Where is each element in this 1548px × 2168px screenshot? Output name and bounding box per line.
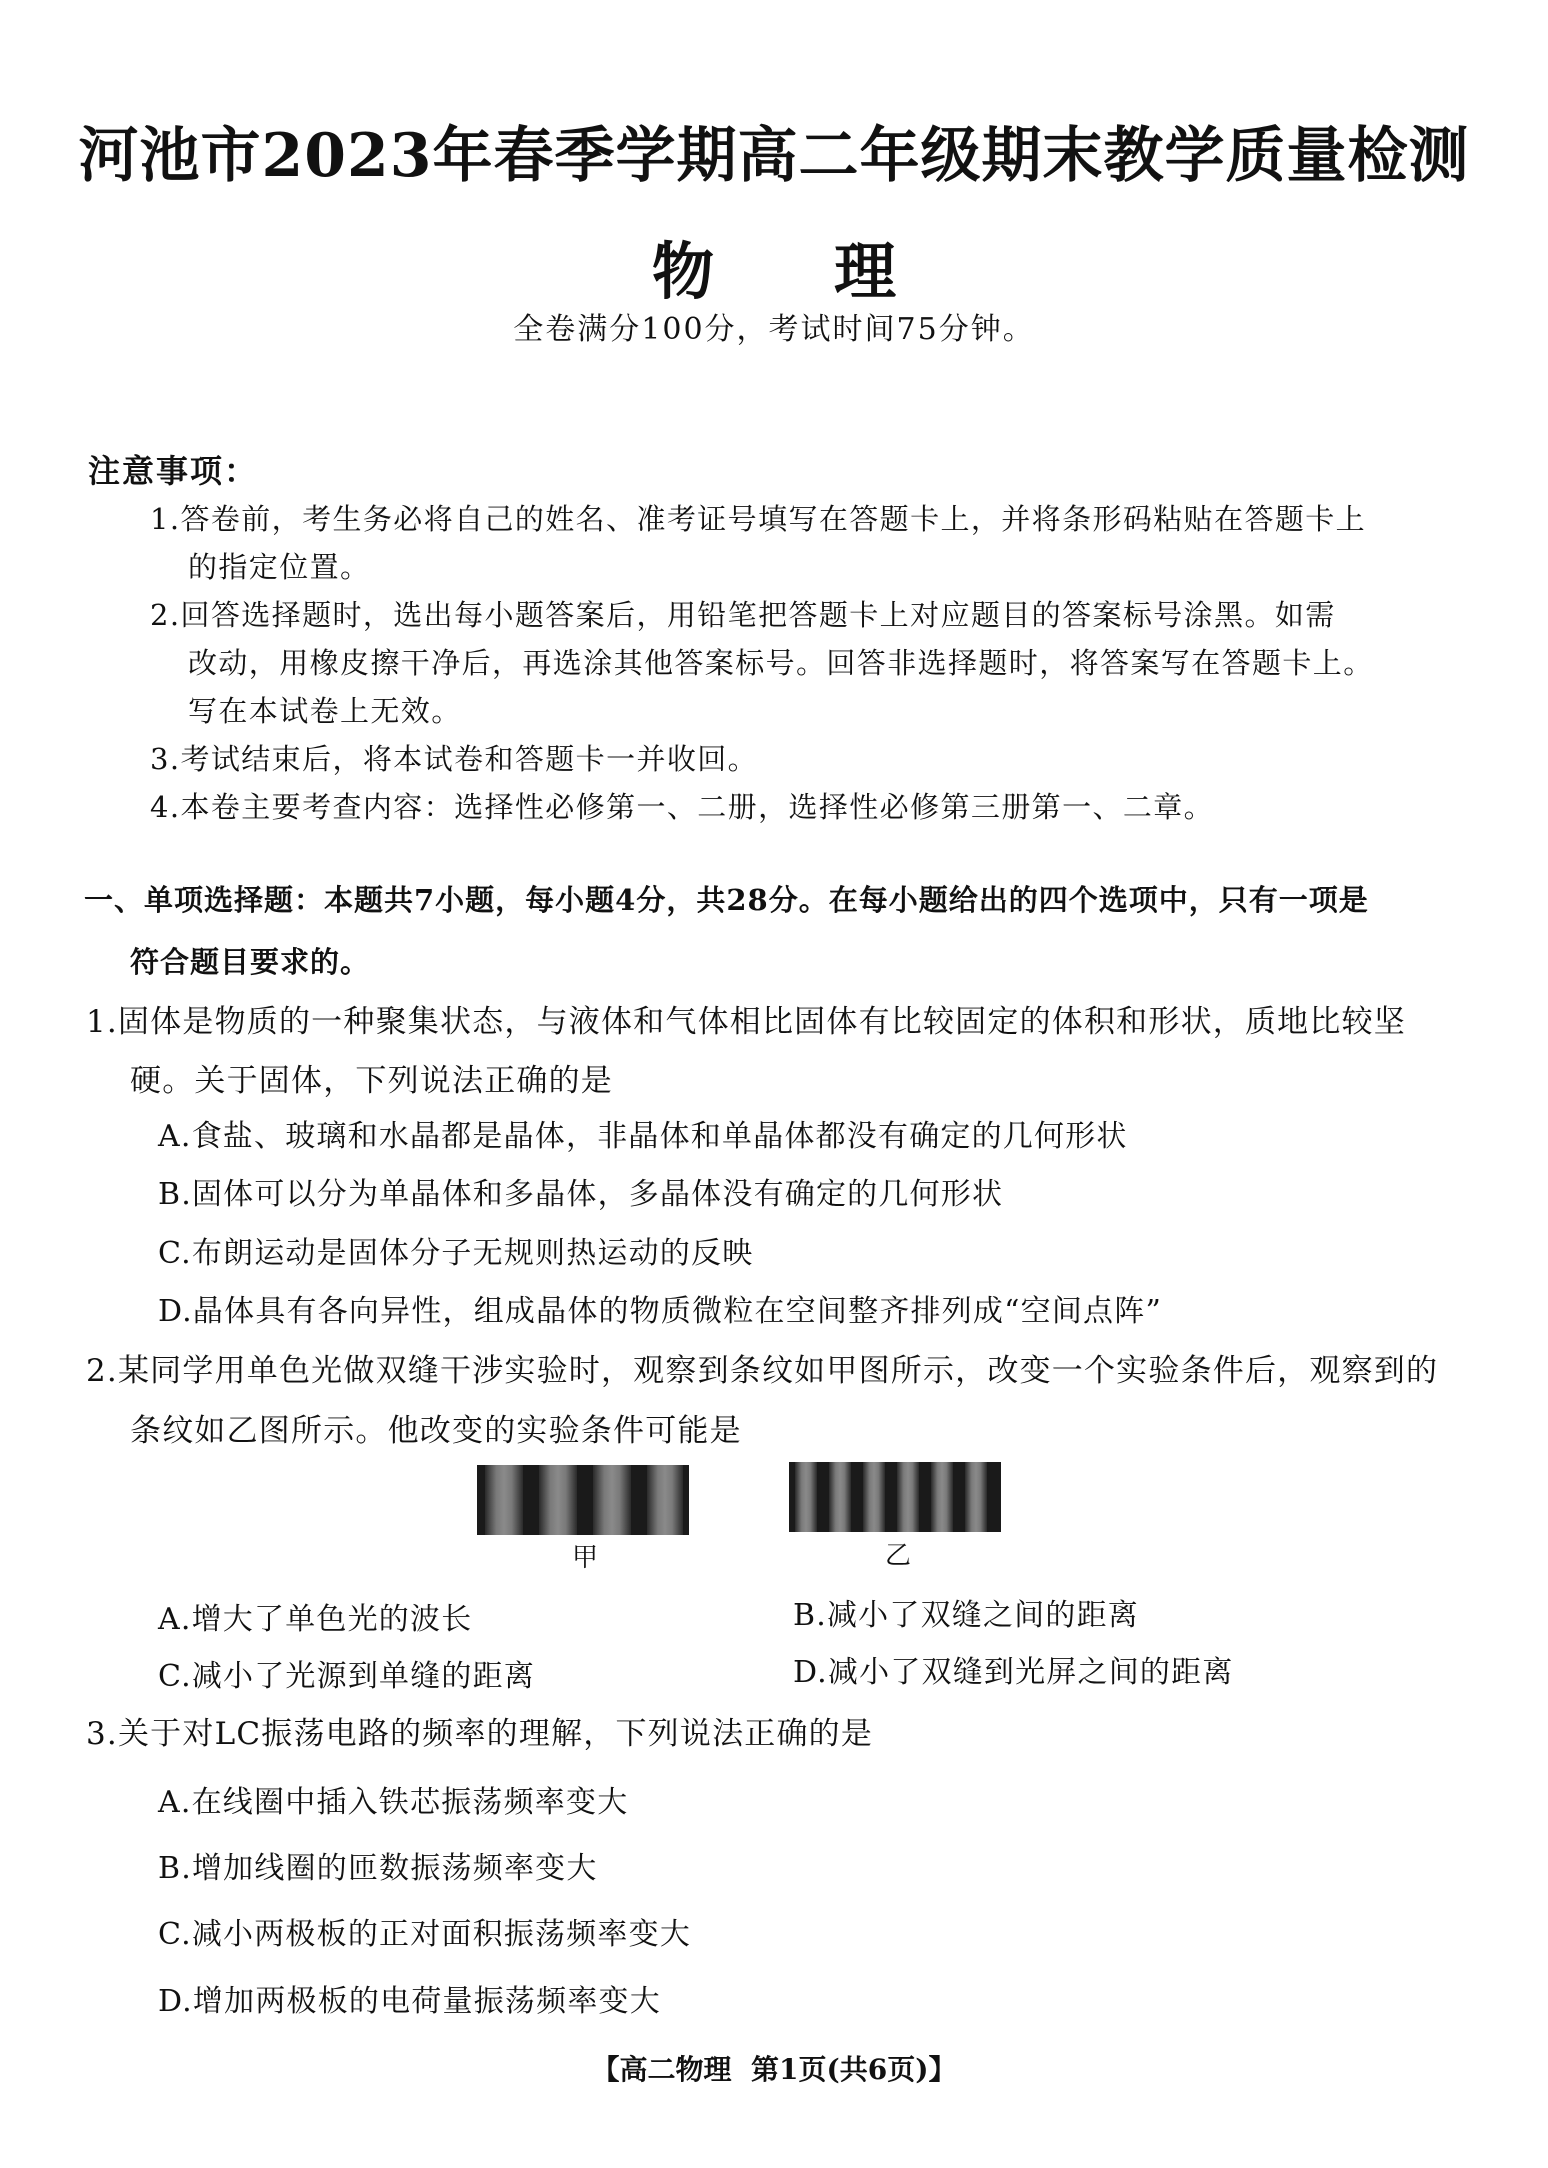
footer-page-number: 第1页(共6页)】: [751, 2053, 957, 2086]
fringe-pattern-jia: [477, 1465, 689, 1535]
question-3-option-d: D.增加两极板的电荷量振荡频率变大: [158, 1984, 661, 2019]
fringe-pattern-yi: [789, 1462, 1001, 1532]
notice-item: 写在本试卷上无效。: [188, 694, 462, 728]
notice-item: 1.答卷前，考生务必将自己的姓名、准考证号填写在答题卡上，并将条形码粘贴在答题卡上: [150, 502, 1367, 536]
notice-item: 2.回答选择题时，选出每小题答案后，用铅笔把答题卡上对应题目的答案标号涂黑。如需: [150, 598, 1336, 632]
question-2-option-a: A.增大了单色光的波长: [158, 1602, 473, 1637]
notice-item: 改动，用橡皮擦干净后，再选涂其他答案标号。回答非选择题时，将答案写在答题卡上。: [188, 646, 1374, 680]
notice-item: 的指定位置。: [188, 550, 371, 584]
section-heading: 一、单项选择题：本题共7小题，每小题4分，共28分。在每小题给出的四个选项中，只有一项是: [84, 883, 1369, 917]
notice-item: 4.本卷主要考查内容：选择性必修第一、二册，选择性必修第三册第一、二章。: [150, 790, 1215, 824]
page-footer: [0, 2048, 1548, 2088]
subject-title: 物理: [651, 235, 1016, 308]
section-heading-cont: 符合题目要求的。: [130, 945, 371, 979]
question-3-option-c: C.减小两极板的正对面积振荡频率变大: [158, 1917, 692, 1952]
question-2-option-d: D.减小了双缝到光屏之间的距离: [793, 1655, 1234, 1690]
full-score-note: 全卷满分100分，考试时间75分钟。: [513, 312, 1035, 347]
question-2-stem-cont: 条纹如乙图所示。他改变的实验条件可能是: [130, 1413, 742, 1449]
question-1-stem-cont: 硬。关于固体，下列说法正确的是: [130, 1063, 613, 1099]
footer-course: 【高二物理: [591, 2053, 732, 2086]
question-2-option-b: B.减小了双缝之间的距离: [793, 1598, 1139, 1633]
question-1-option-d: D.晶体具有各向异性，组成晶体的物质微粒在空间整齐排列成“空间点阵”: [158, 1294, 1162, 1329]
notice-item: 3.考试结束后，将本试卷和答题卡一并收回。: [150, 742, 759, 776]
question-3-stem: 3.关于对LC振荡电路的频率的理解，下列说法正确的是: [86, 1716, 874, 1752]
notice-heading: 注意事项：: [88, 452, 259, 490]
figure-label-yi: 乙: [885, 1541, 912, 1571]
question-1-option-b: B.固体可以分为单晶体和多晶体，多晶体没有确定的几何形状: [158, 1177, 1004, 1212]
question-1-option-a: A.食盐、玻璃和水晶都是晶体，非晶体和单晶体都没有确定的几何形状: [158, 1119, 1128, 1154]
figure-label-jia: 甲: [572, 1543, 599, 1573]
exam-title: 河池市2023年春季学期高二年级期末教学质量检测: [78, 121, 1470, 191]
question-1-stem: 1.固体是物质的一种聚集状态，与液体和气体相比固体有比较固定的体积和形状，质地比较坚: [86, 1004, 1406, 1040]
question-2-option-c: C.减小了光源到单缝的距离: [158, 1659, 536, 1694]
question-2-stem: 2.某同学用单色光做双缝干涉实验时，观察到条纹如甲图所示，改变一个实验条件后，观察到的: [86, 1353, 1439, 1389]
question-3-option-a: A.在线圈中插入铁芯振荡频率变大: [158, 1785, 629, 1820]
question-1-option-c: C.布朗运动是固体分子无规则热运动的反映: [158, 1236, 754, 1271]
question-3-option-b: B.增加线圈的匝数振荡频率变大: [158, 1851, 598, 1886]
